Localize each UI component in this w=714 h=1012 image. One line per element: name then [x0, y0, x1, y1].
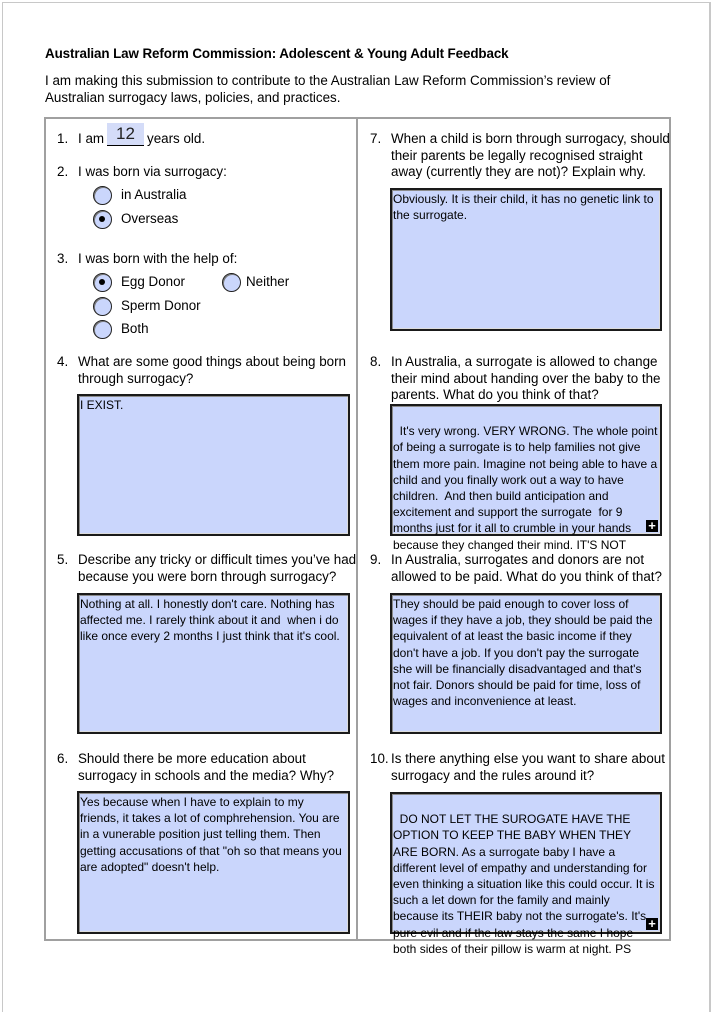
- question-3-text: I was born with the help of:: [78, 251, 238, 266]
- question-line: allowed to be paid. What do you think of that?: [391, 568, 662, 584]
- overflow-expand-icon[interactable]: +: [646, 918, 658, 930]
- question-line: In Australia, surrogates and donors are not: [391, 552, 645, 567]
- answer-text-10: DO NOT LET THE SUROGATE HAVE THE OPTION TO KEEP THE BABY WHEN THEY ARE BORN. As a surrogate baby I have a different level of empathy and understanding for even thinking a situation like this could occur. It is such a let down for the family and mainly because its THEIR baby not the surrogate's. It's pure evil and if the law stays the same I hope both sides of their pillow is warm at night. PS: [393, 812, 655, 956]
- question-line: Is there anything else you want to share about: [391, 751, 665, 766]
- question-number: 4.: [57, 354, 69, 369]
- radio-label-in-australia: in Australia: [121, 187, 187, 202]
- answer-field-10[interactable]: [390, 792, 662, 956]
- question-3: [57, 251, 353, 268]
- radio-selected-dot: [99, 279, 105, 285]
- question-number: 7.: [370, 131, 382, 146]
- question-line: through surrogacy?: [78, 370, 194, 386]
- question-number: 6.: [57, 751, 69, 766]
- question-1: [57, 131, 105, 148]
- question-8: [370, 354, 666, 404]
- question-number: 10.: [370, 751, 389, 766]
- question-2-text: I was born via surrogacy:: [78, 164, 227, 179]
- question-line: What are some good things about being born: [78, 354, 346, 369]
- question-line: surrogacy in schools and the media? Why?: [78, 767, 335, 783]
- radio-label-both: Both: [121, 321, 149, 336]
- question-5-text: [78, 552, 357, 585]
- question-4-text: [78, 354, 353, 387]
- question-number: 5.: [57, 552, 69, 567]
- question-line: In Australia, a surrogate is allowed to change: [391, 354, 658, 369]
- answer-field-8[interactable]: [390, 404, 662, 552]
- radio-sperm-donor[interactable]: [93, 297, 112, 316]
- radio-label-sperm-donor: Sperm Donor: [121, 298, 201, 313]
- radio-overseas[interactable]: [93, 210, 112, 229]
- question-10-text: [391, 751, 666, 784]
- question-2: [57, 164, 353, 181]
- radio-egg-donor[interactable]: [93, 273, 112, 292]
- age-input[interactable]: 12: [107, 123, 144, 146]
- radio-in-australia[interactable]: [93, 186, 112, 205]
- question-line: Should there be more education about: [78, 751, 306, 766]
- answer-field-7[interactable]: Obviously. It is their child, it has no genetic link to the surrogate.: [390, 188, 662, 331]
- radio-label-egg-donor: Egg Donor: [121, 274, 186, 289]
- question-line: their mind about handing over the baby to the: [391, 370, 661, 386]
- question-line: away (currently they are not)? Explain why.: [391, 164, 647, 179]
- radio-both[interactable]: [93, 320, 112, 339]
- question-1-suffix: years old.: [147, 131, 206, 146]
- question-5: [57, 552, 357, 586]
- question-line: Describe any tricky or difficult times you’ve had: [78, 552, 357, 567]
- question-9: [370, 552, 666, 586]
- form-title: Australian Law Reform Commission: Adolescent & Young Adult Feedback: [45, 46, 509, 61]
- question-8-text: [391, 354, 666, 404]
- question-6-text: [78, 751, 353, 784]
- question-line: parents. What do you think of that?: [391, 387, 599, 402]
- radio-neither[interactable]: [222, 273, 241, 292]
- question-1-prefix: I am: [78, 131, 105, 146]
- answer-field-6[interactable]: Yes because when I have to explain to my friends, it takes a lot of comphrehension. You are in a vunerable position just telling them. Then getting accusations of that "oh so that means you are adopted" doesn't help.: [77, 791, 350, 934]
- question-7-text: [391, 131, 670, 181]
- intro-line-1: I am making this submission to contribute to the Australian Law Reform Commission’s review of: [45, 73, 611, 88]
- question-number: 2.: [57, 164, 69, 179]
- question-line: surrogacy and the rules around it?: [391, 767, 595, 783]
- question-6: [57, 751, 353, 785]
- radio-label-neither: Neither: [246, 274, 290, 289]
- question-number: 1.: [57, 131, 69, 146]
- question-line: their parents be legally recognised straight: [391, 147, 643, 163]
- question-7: [370, 131, 670, 181]
- question-number: 8.: [370, 354, 382, 369]
- intro-line-2: Australian surrogacy laws, policies, and practices.: [45, 90, 341, 105]
- question-line: When a child is born through surrogacy, should: [391, 131, 670, 146]
- overflow-expand-icon[interactable]: +: [646, 520, 658, 532]
- question-10: [370, 751, 666, 785]
- column-divider: [356, 117, 358, 941]
- answer-text-8: It's very wrong. VERY WRONG. The whole point of being a surrogate is to help families not give them more pain. Imagine not being able to have a child and you finally work out a way to have children. And then build anticipation and excitement and support the surrogate for 9 months just for it all to crumble in your hands because they changed their mind. IT'S NOT: [393, 424, 658, 552]
- answer-field-4[interactable]: I EXIST.: [77, 394, 350, 536]
- radio-selected-dot: [99, 216, 105, 222]
- answer-field-9[interactable]: They should be paid enough to cover loss of wages if they have a job, they should be paid the equivalent of at least the basic income if they don't have a job. If you don't pay the surrogate she will be financially disadvantaged and that's not fair. Donors should be paid for time, loss of wages and inconvenience at least.: [390, 593, 662, 734]
- question-line: because you were born through surrogacy?: [78, 568, 337, 584]
- question-4: [57, 354, 353, 388]
- radio-label-overseas: Overseas: [121, 211, 179, 226]
- intro-text: [45, 72, 665, 106]
- question-number: 3.: [57, 251, 69, 266]
- question-number: 9.: [370, 552, 382, 567]
- answer-field-5[interactable]: Nothing at all. I honestly don't care. Nothing has affected me. I rarely think about it and when i do like once every 2 months I just think that it's cool.: [77, 593, 350, 734]
- question-9-text: [391, 552, 666, 585]
